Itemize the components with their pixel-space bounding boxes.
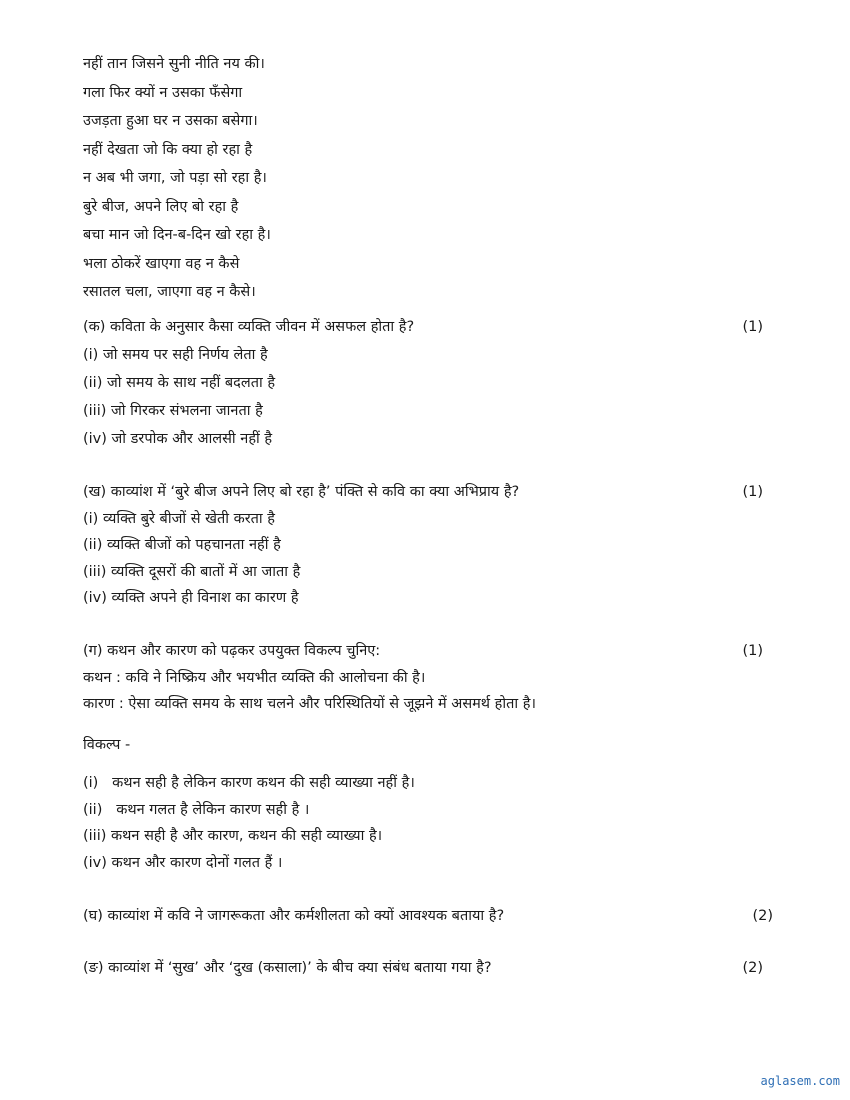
question-text	[83, 902, 773, 930]
question-ga-option-list	[83, 770, 763, 876]
question-ka-text: (क) कविता के अनुसार कैसा व्यक्ति जीवन में असफल होता है?	[83, 319, 415, 335]
question-ka-marks: (1)	[742, 319, 763, 335]
option: (iii) व्यक्ति दूसरों की बातों में आ जाता है	[83, 563, 301, 580]
question-gha	[83, 902, 773, 930]
question-nga	[83, 954, 763, 982]
option: (iii) कथन सही है और कारण, कथन की सही व्याख्या है।	[83, 828, 383, 844]
question-text	[83, 638, 763, 665]
question-gha-marks: (2)	[752, 908, 773, 924]
reason-text: कारण : ऐसा व्यक्ति समय के साथ चलने और परिस्थितियों से जूझने में असमर्थ होता है।	[83, 696, 536, 712]
option: (ii) कथन गलत है लेकिन कारण सही है ।	[83, 801, 310, 818]
question-ga-marks: (1)	[742, 643, 763, 659]
footer-site-link[interactable]: aglasem.com	[760, 1074, 840, 1088]
poem-line: न अब भी जगा, जो पड़ा सो रहा है।	[83, 170, 267, 186]
option: (iv) जो डरपोक और आलसी नहीं है	[83, 431, 273, 447]
question-ga-text: (ग) कथन और कारण को पढ़कर उपयुक्त विकल्प चुनिए:	[83, 643, 381, 659]
question-nga-marks: (2)	[742, 960, 763, 976]
question-kha	[83, 479, 763, 612]
statement-text: कथन : कवि ने निष्क्रिय और भयभीत व्यक्ति की आलोचना की है।	[83, 669, 426, 686]
option: (iv) कथन और कारण दोनों गलत हैं ।	[83, 854, 283, 871]
poem-line: गला फिर क्यों न उसका फँसेगा	[83, 84, 243, 101]
poem-line: भला ठोकरें खाएगा वह न कैसे	[83, 255, 240, 272]
option: (i) व्यक्ति बुरे बीजों से खेती करता है	[83, 510, 275, 527]
question-kha-marks: (1)	[742, 484, 763, 500]
question-text	[83, 954, 763, 982]
option: (i) कथन सही है लेकिन कारण कथन की सही व्याख्या नहीं है।	[83, 775, 415, 791]
poem-line: नहीं देखता जो कि क्या हो रहा है	[83, 141, 253, 158]
poem-line: नहीं तान जिसने सुनी नीति नय की।	[83, 56, 265, 72]
poem-line: बचा मान जो दिन-ब-दिन खो रहा है।	[83, 227, 271, 243]
question-ga	[83, 638, 763, 718]
poem-stanza	[83, 50, 271, 307]
question-text	[83, 479, 763, 506]
option: (i) जो समय पर सही निर्णय लेता है	[83, 347, 268, 363]
option: (iii) जो गिरकर संभलना जानता है	[83, 403, 263, 419]
poem-line: उजड़ता हुआ घर न उसका बसेगा।	[83, 113, 258, 129]
poem-line: रसातल चला, जाएगा वह न कैसे।	[83, 284, 256, 300]
options-label: विकल्प -	[83, 737, 131, 753]
question-nga-text: (ङ) काव्यांश में ‘सुख’ और ‘दुख (कसाला)’ के बीच क्या संबंध बताया गया है?	[83, 960, 492, 976]
option: (iv) व्यक्ति अपने ही विनाश का कारण है	[83, 590, 299, 606]
poem-line: बुरे बीज, अपने लिए बो रहा है	[83, 198, 239, 215]
question-ka	[83, 313, 763, 453]
question-kha-text: (ख) काव्यांश में ‘बुरे बीज अपने लिए बो रहा है’ पंक्ति से कवि का क्या अभिप्राय है?	[83, 484, 520, 500]
question-text	[83, 313, 763, 341]
question-ga-options	[83, 731, 763, 759]
question-gha-text: (घ) काव्यांश में कवि ने जागरूकता और कर्मशीलता को क्यों आवश्यक बताया है?	[83, 908, 505, 924]
option: (ii) व्यक्ति बीजों को पहचानता नहीं है	[83, 537, 281, 553]
option: (ii) जो समय के साथ नहीं बदलता है	[83, 375, 276, 391]
